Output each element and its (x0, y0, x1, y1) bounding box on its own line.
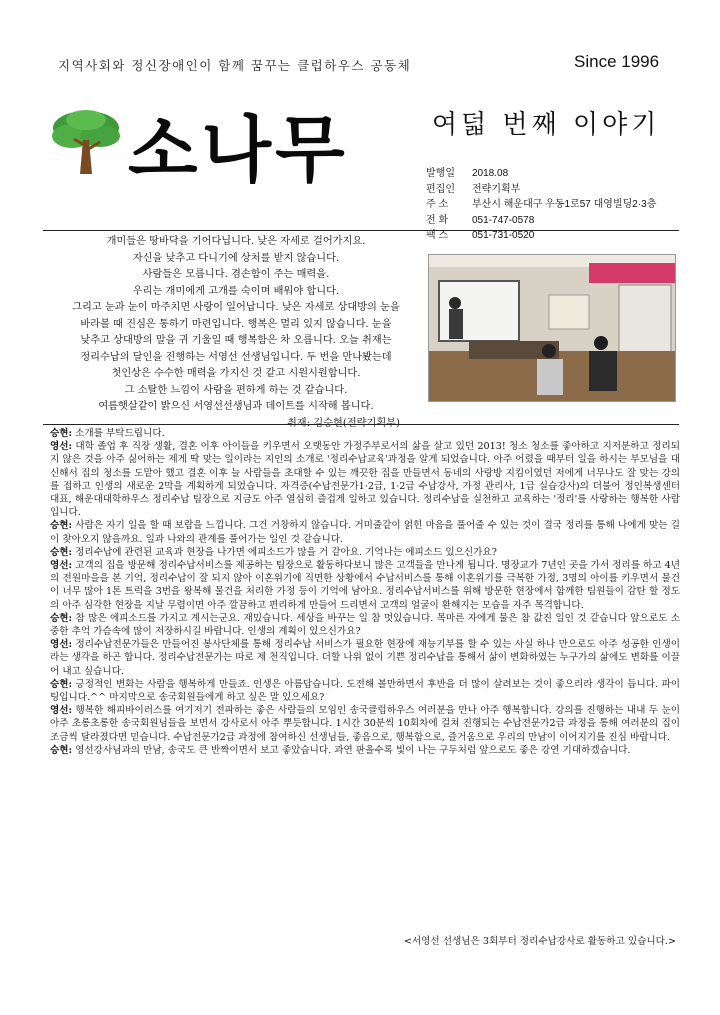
masthead-logo (50, 100, 400, 210)
pubinfo-row: 팩 스 051-731-0520 (426, 230, 535, 241)
interview-turn: 승현: 사람은 자기 일을 할 때 보람을 느낍니다. 그건 거창하지 않습니다. 거미줄같이 얽힌 마음을 풀어줄 수 있는 것이 결국 정리를 통해 나에게 맞는 길이 찾아오지 않을까요. 일과 나와의 관계를 풀어가는 일인 것 같습니다. (50, 520, 680, 545)
since-label: Since 1996 (574, 52, 660, 71)
interview-body (50, 427, 680, 757)
interview-turn: 영선: 정리수납전문가들은 만들어진 봉사단체를 통해 정리수납 서비스가 필요한 현장에 재능기부를 할 수 있는 사실 하나 만으로도 아주 성공한 인생이라는 생각을 하곤 합니다. 정리수납전문가는 따로 제 천직입니다. 더할 나위 없이 기쁜 정리수납을 통해서 삶이 변화하였는 누구가의 삶에도 변화를 이끌어 내고 싶습니다. (50, 639, 680, 677)
pubinfo-row: 편집인 전략기획부 (426, 183, 521, 195)
interview-turn: 영선: 대학 졸업 후 직장 생활, 결혼 이후 아이들을 키우면서 오랫동안 가정주부로서의 삶을 살고 있던 2013! 청소 청소를 좋아하고 지저분하고 정리되지 않은 것을 아주 싫어하는 제게 딱 맞는 일이라는 지인의 소개로 '정리수납교육'과정을 알게 되었습니다. 아주 어렸을 때부터 일을 하시는 부모님을 대신해서 집의 청소를 도맡아 했고 결혼 이후 늘 사람들을 초대할 수 있는 깨끗한 집을 만들면서 동네의 사랑방 지킴이였던 저에게 너무나도 잘 맞는 강의를 접하고 인생의 새로운 2막을 계획하게 되었습니다. 자격증(수납전문가1·2급, 1·2급 수납강사, 가정 관리사, 1급 실습강사)의 더불어 정인복생센터 대표, 해운대대학하우스 정리수납 팀장으로 지금도 아주 열심히 즐겁게 일하고 있습니다. 정리수납을 실천하고 교육하는 '정리'를 사랑하는 행복한 사람입니다. (50, 441, 680, 519)
publication-info (426, 166, 656, 244)
photo-caption: <서영선 선생님은 3회부터 정리수납강사로 활동하고 있습니다.> (403, 936, 676, 947)
interview-turn: 승현: 정리수납에 관련된 교육과 현장을 나가면 에피소드가 많을 거 같아요. 기억나는 에피소드 있으신가요? (50, 546, 497, 558)
pubinfo-row: 전 화 051-747-0578 (426, 214, 535, 226)
interview-turn: 영선: 고객의 집을 방문해 정리수납서비스를 제공하는 팀장으로 활동하다보니 많은 고객들을 만나게 됩니다. 명장교가 7년인 곳을 가서 정리를 하고 4년의 전원마을을 본 기억, 정리수납이 잘 되지 않아 이혼위기에 직면한 상황에서 수납서비스를 통해 이혼위기를 극복한 가정, 3명의 아이를 키우면서 물건이 너무 많아 1톤 트럭을 3번을 왕복해 물건을 처리한 가정 등이 기억에 남아요. 정리수납서비스를 위해 방문한 현장에서 함께한 팀원들이 감탄 할 정도의 아주 심각한 현장을 지날 무렵이면 아주 깔끔하고 편리하게 만들어 드리면서 고객의 얼굴이 환해지는 모습을 자주 목격합니다. (50, 560, 680, 611)
top-divider (43, 230, 679, 231)
byline: 취재: 김승현(전략기획부) (286, 417, 400, 429)
section-divider (43, 424, 679, 425)
interview-turn: 승현: 영선강사님과의 만남, 송국도 큰 반짝이면서 보고 좋았습니다. 과연 판올수록 빛이 나는 구두처럼 앞으로도 좋은 강연 기대하겠습니다. (50, 744, 631, 756)
brand-title: 소나무 (128, 107, 349, 192)
interview-turn: 승현: 참 많은 에피소드를 가지고 계시는군요. 재밌습니다. 세상을 바꾸는 일 참 멋있습니다. 목마른 자에게 물은 참 값진 일인 것 같습니다 앞으로도 소중한 추억 가슴속에 많이 저장하시길 바랍니다. 인생의 계획이 있으신가요? (50, 612, 680, 638)
tagline: 지역사회와 정신장애인이 함께 꿈꾸는 클럽하우스 공동체 (58, 58, 412, 73)
pine-tree-icon (50, 106, 122, 176)
classroom-photo (428, 254, 676, 402)
intro-text: 개미들은 땅바닥을 기어다닙니다. 낮은 자세로 걸어가지요. 자신을 낮추고 다니기에 상처를 받지 않습니다. 사람들은 모릅니다. 겸손함이 주는 매력을. 우리는 개미에게 고개를 숙이며 배워야 합니다. 그리고 눈과 눈이 마주치면 사랑이 일어납니다. 낮은 자세로 상대방의 눈을 바라볼 때 진심은 통하기 마련입니다. 행복은 멀리 있지 않습니다. 눈을 낮추고 상대방의 말을 귀 기울일 때 행복함은 차 오릅니다. 오늘 취재는 정리수납의 달인을 진행하는 서영선 선생님입니다. 두 번을 만나봤는데 첫인상은 수수한 매력을 가지신 것 같고 시원시원합니다. 그 소탈한 느낌이 사람을 편하게 하는 것 같습니다. 여름햇살같이 밝으신 서영선선생님과 데이트를 시작해 봅니다. 취재: 김승현(전략기획부) (50, 234, 422, 432)
pubinfo-row: 발행일 2018.08 (426, 168, 509, 179)
interview-turn: 승현: 소개를 부탁드립니다. (50, 428, 165, 439)
interview-turn: 승현: 긍정적인 변화는 사람을 행복하게 만들죠. 인생은 아름답습니다. 도전해 볼만하면서 후반을 더 많이 살려보는 것이 좋으리라 생각이 듭니다. 파이팅입니다.^^ 마지막으로 송국회원들에게 하고 싶은 말 있으세요? (50, 678, 680, 704)
pubinfo-row: 주 소 부산시 해운대구 우동1로57 대영빌딩2·3층 (426, 199, 657, 210)
interview-turn: 영선: 행복한 해피바이러스를 여기저기 전파하는 좋은 사람들의 모임인 송국클럽하우스 여러분을 만나 아주 행복합니다. 강의를 진행하는 내내 두 눈이 아주 초롱초롱한 송국회원님들을 보면서 강사로서 아주 뿌듯합니다. 1시간 30분씩 10회차에 걸쳐 진행되는 수납전문가2급 과정을 통해 여러분의 집이 조금씩 달라졌다면 믿습니다. 수납전문가2급 과정에 참여하신 선생님들, 좋음으로, 행복함으로, 즐거움으로 우리의 만남이 이어지기를 진심 바랍니다. (50, 705, 680, 743)
issue-title: 여덟 번째 이야기 (432, 110, 661, 140)
